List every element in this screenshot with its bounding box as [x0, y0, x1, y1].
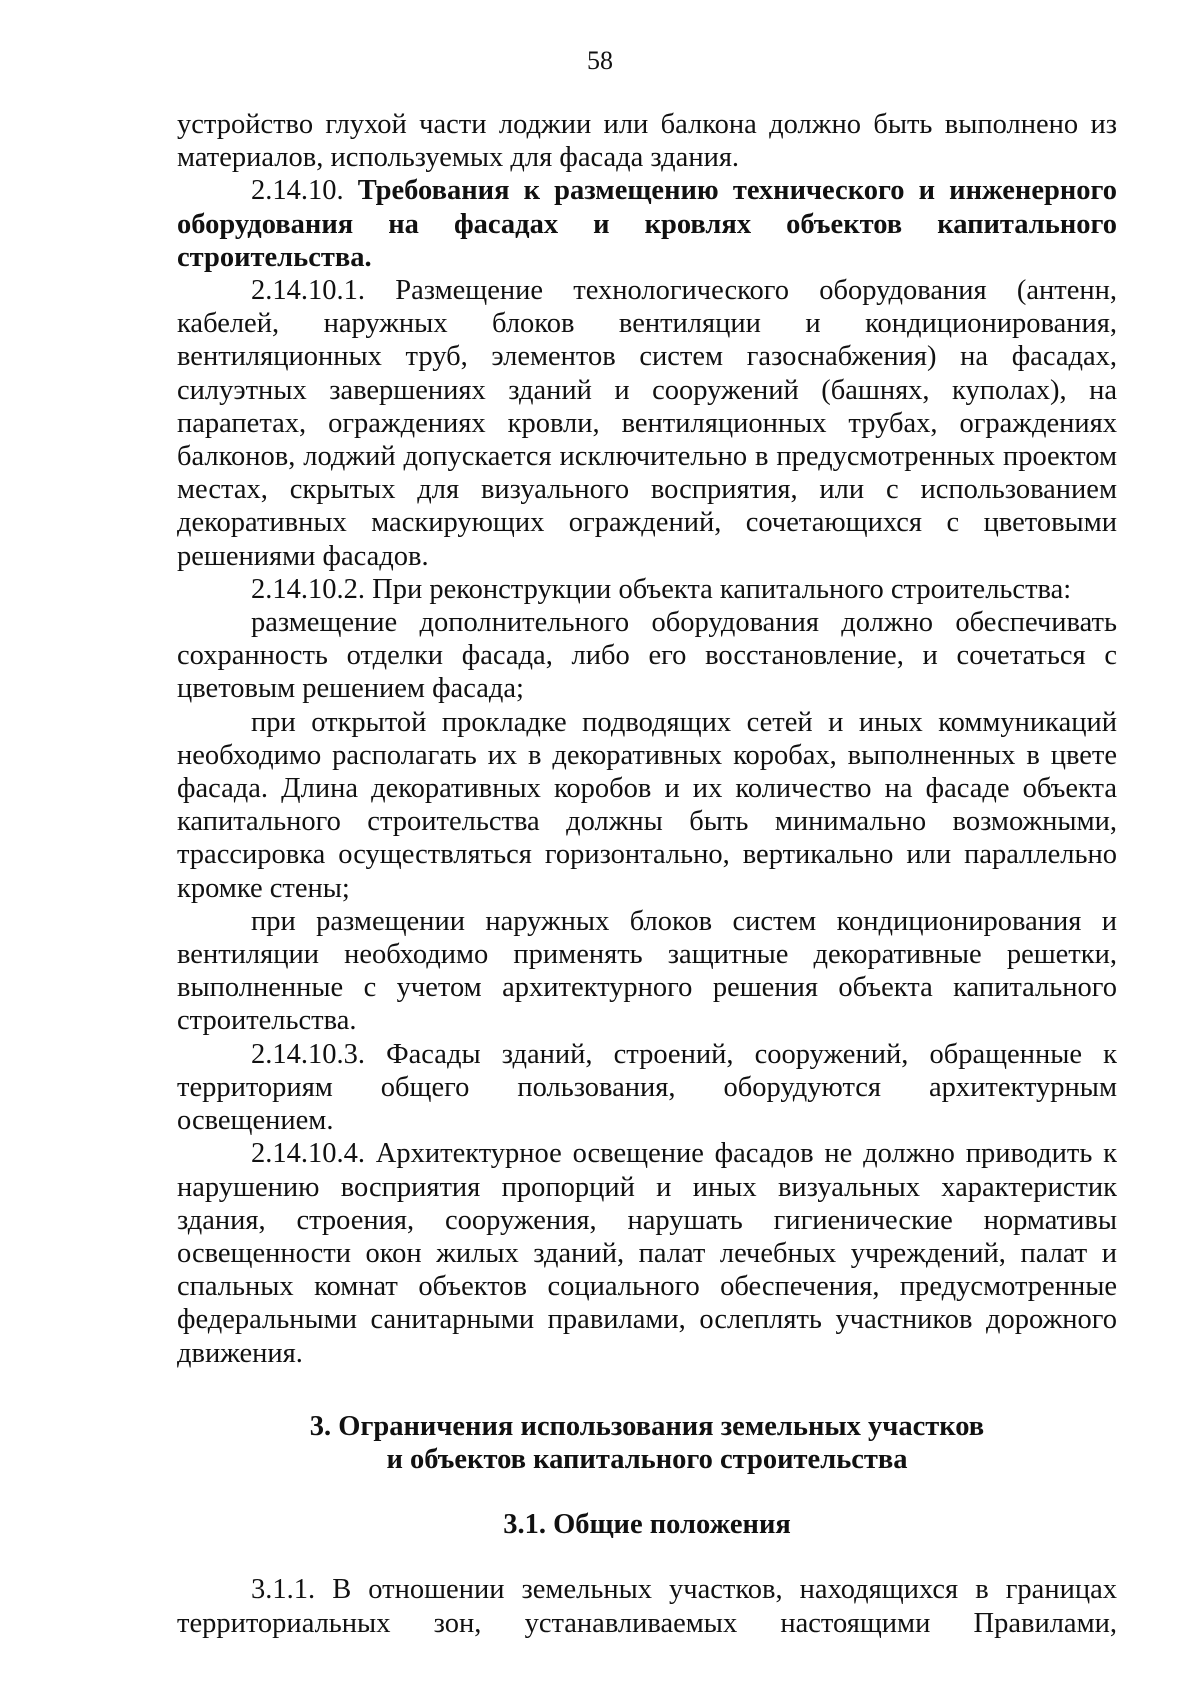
section-3-heading-line1: 3. Ограничения использования земельных участков — [309, 1410, 985, 1442]
clause-title: Требования к размещению технического и инженерного оборудования на фасадах и кровлях объектов капитального строительства. — [177, 175, 1117, 273]
subsection-3-1-heading: 3.1. Общие положения — [503, 1509, 791, 1541]
section-3-heading-line2: и объектов капитального строительства — [386, 1443, 908, 1475]
paragraph-balcony-continuation: устройство глухой части лоджии или балкона должно быть выполнено из материалов, используемых для фасада здания. — [177, 109, 1117, 174]
paragraph-2-14-10-3: 2.14.10.3. Фасады зданий, строений, сооружений, обращенные к территориям общего пользования, оборудуются архитектурным освещением. — [177, 1038, 1117, 1137]
document-body — [177, 108, 1117, 1640]
section-3-heading — [177, 1410, 1117, 1476]
paragraph-additional-equipment: размещение дополнительного оборудования должно обеспечивать сохранность отделки фасада, либо его восстановление, и сочетаться с цветовым решением фасада; — [177, 607, 1117, 705]
paragraph-outdoor-units: при размещении наружных блоков систем кондиционирования и вентиляции необходимо применять защитные декоративные решетки, выполненные с учетом архитектурного решения объекта капитального строительства. — [177, 905, 1117, 1037]
paragraph-open-cabling: при открытой прокладке подводящих сетей и иных коммуникаций необходимо располагать их в декоративных коробах, выполненных в цвете фасада. Длина декоративных коробов и их количество на фасаде объекта капитального строительства должны быть минимально возможными, трассировка осуществляться горизонтально, вертикально или параллельно кромке стены; — [177, 706, 1117, 904]
paragraph-2-14-10-4: 2.14.10.4. Архитектурное освещение фасадов не должно приводить к нарушению восприятия пропорций и иных визуальных характеристик здания, строения, сооружения, нарушать гигиенические нормативы освещенности окон жилых зданий, палат лечебных учреждений, палат и спальных комнат объектов социального обеспечения, предусмотренные федеральными санитарными правилами, ослеплять участников дорожного движения. — [177, 1138, 1117, 1369]
paragraph-2-14-10-heading — [177, 174, 1117, 274]
page-number: 58 — [587, 46, 613, 75]
paragraph-2-14-10-1: 2.14.10.1. Размещение технологического оборудования (антенн, кабелей, наружных блоков вентиляции и кондиционирования, вентиляционных труб, элементов систем газоснабжения) на фасадах, силуэтных завершениях зданий и сооружений (башнях, куполах), на парапетах, ограждениях кровли, вентиляционных трубах, ограждениях балконов, лоджий допускается исключительно в предусмотренных проектом местах, скрытых для визуального восприятия, или с использованием декоративных маскирующих ограждений, сочетающихся с цветовыми решениями фасадов. — [177, 275, 1117, 572]
paragraph-2-14-10-2: 2.14.10.2. При реконструкции объекта капитального строительства: — [251, 573, 1072, 605]
clause-number: 2.14.10. — [251, 175, 358, 207]
paragraph-3-1-1: 3.1.1. В отношении земельных участков, находящихся в границах территориальных зон, устанавливаемых настоящими Правилами, — [177, 1574, 1117, 1639]
